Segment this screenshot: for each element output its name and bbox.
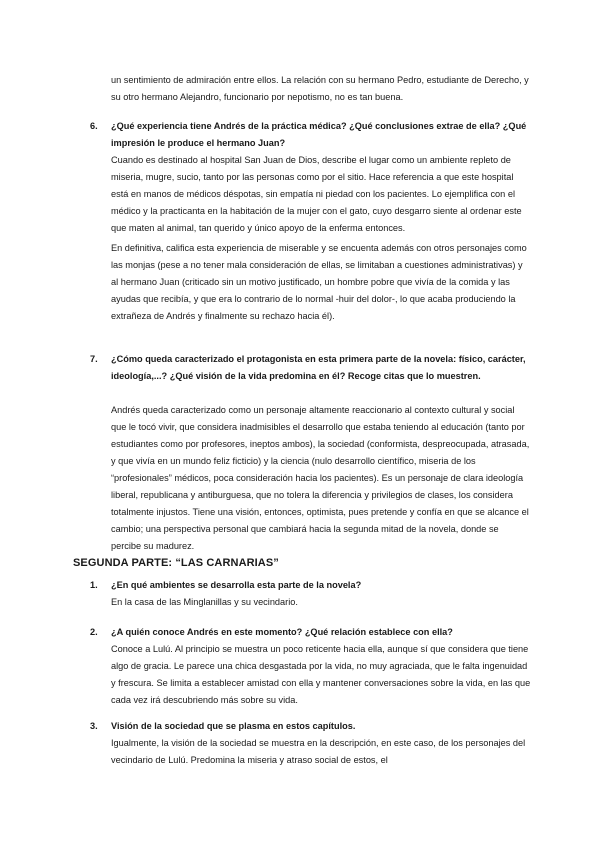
section-title: SEGUNDA PARTE: “LAS CARNARIAS” — [73, 557, 279, 569]
answer-7: Andrés queda caracterizado como un personaje altamente reaccionario al contexto cultural y social que le tocó vivir, que considera inadmisibles el desarrollo que estaba teniendo al educación (tanto por estudiantes como por profesores, ineptos ambos), la sociedad (conformista, despreocupada, atrasada, y que vivía en un mundo feliz ficticio) y la ciencia (nulo desarrollo científico, miseria de los “profesionales” médicos, poca consideración hacia los pacientes). Es un personaje de clara ideología liberal, republicana y antiburguesa, que no tolera la diferencia y privilegios de clases, los considera totalmente injustos. Tiene una visión, entonces, optimista, pues pretende y confía en que se alcance el cambio; una perspectiva personal que cambiará hacia la segunda mitad de la novela, donde se percibe su madurez. — [111, 405, 530, 551]
s3-answer: Igualmente, la visión de la sociedad se muestra en la descripción, en este caso, de los personajes del vecindario de Lulú. Predomina la miseria y atraso social de estos, el — [111, 738, 526, 765]
s2-question: ¿A quién conoce Andrés en este momento? ¿Qué relación establece con ella? — [111, 627, 453, 637]
question-7: ¿Cómo queda caracterizado el protagonista en esta primera parte de la novela: físico, carácter, ideología,...? ¿Qué visión de la vida predomina en él? Recoge citas que lo muestren. — [111, 354, 526, 381]
answer-6-part-2: En definitiva, califica esta experiencia de miserable y se encuenta además con otros personajes como las monjas (pese a no tener mala consideración de ellas, se limitaban a cuestiones administrativas) y al hermano Juan (criticado sin un motivo justificado, un hombre pobre que vivía de la comida y las ayudas que recibía, y que era lo contrario de lo normal -huir del dolor-, lo que acaba produciendo la extrañeza de Andrés y finalmente su rechazo hacia él). — [111, 243, 527, 321]
s3-number: 3. — [90, 721, 98, 731]
s1-question: ¿En qué ambientes se desarrolla esta parte de la novela? — [111, 580, 362, 590]
s2-answer: Conoce a Lulú. Al principio se muestra un poco reticente hacia ella, aunque sí que considera que tiene algo de gracia. Le parece una chica desgastada por la vida, no muy agraciada, que le falta ingenuidad y frescura. Se limita a establecer amistad con ella y mantener conversaciones sobre la vida, en las que cada vez irá descubriendo más sobre su vida. — [111, 644, 531, 705]
s1-number: 1. — [90, 580, 98, 590]
question-7-number: 7. — [90, 354, 98, 364]
question-6: ¿Qué experiencia tiene Andrés de la práctica médica? ¿Qué conclusiones extrae de ella? ¿Qué impresión le produce el hermano Juan? — [111, 121, 527, 148]
answer-6-part-1: Cuando es destinado al hospital San Juan de Dios, describe el lugar como un ambiente repleto de miseria, mugre, sucio, tanto por las personas como por el sitio. Hace referencia a que este hospital está en manos de médicos déspotas, sin empatía ni piedad con los pacientes. Lo ejemplifica con el médico y la practicanta en la habitación de la mujer con el gato, cuyo desgarro siente al ordenar este que maten al animal, tan querido y único apoyo de la enferma entonces. — [111, 155, 522, 233]
s1-answer: En la casa de las Minglanillas y su vecindario. — [111, 597, 298, 607]
s3-question: Visión de la sociedad que se plasma en estos capítulos. — [111, 721, 356, 731]
intro-paragraph: un sentimiento de admiración entre ellos. La relación con su hermano Pedro, estudiante de Derecho, y su otro hermano Alejandro, funcionario por nepotismo, no es tan buena. — [111, 75, 529, 102]
question-6-number: 6. — [90, 121, 98, 131]
s2-number: 2. — [90, 627, 98, 637]
